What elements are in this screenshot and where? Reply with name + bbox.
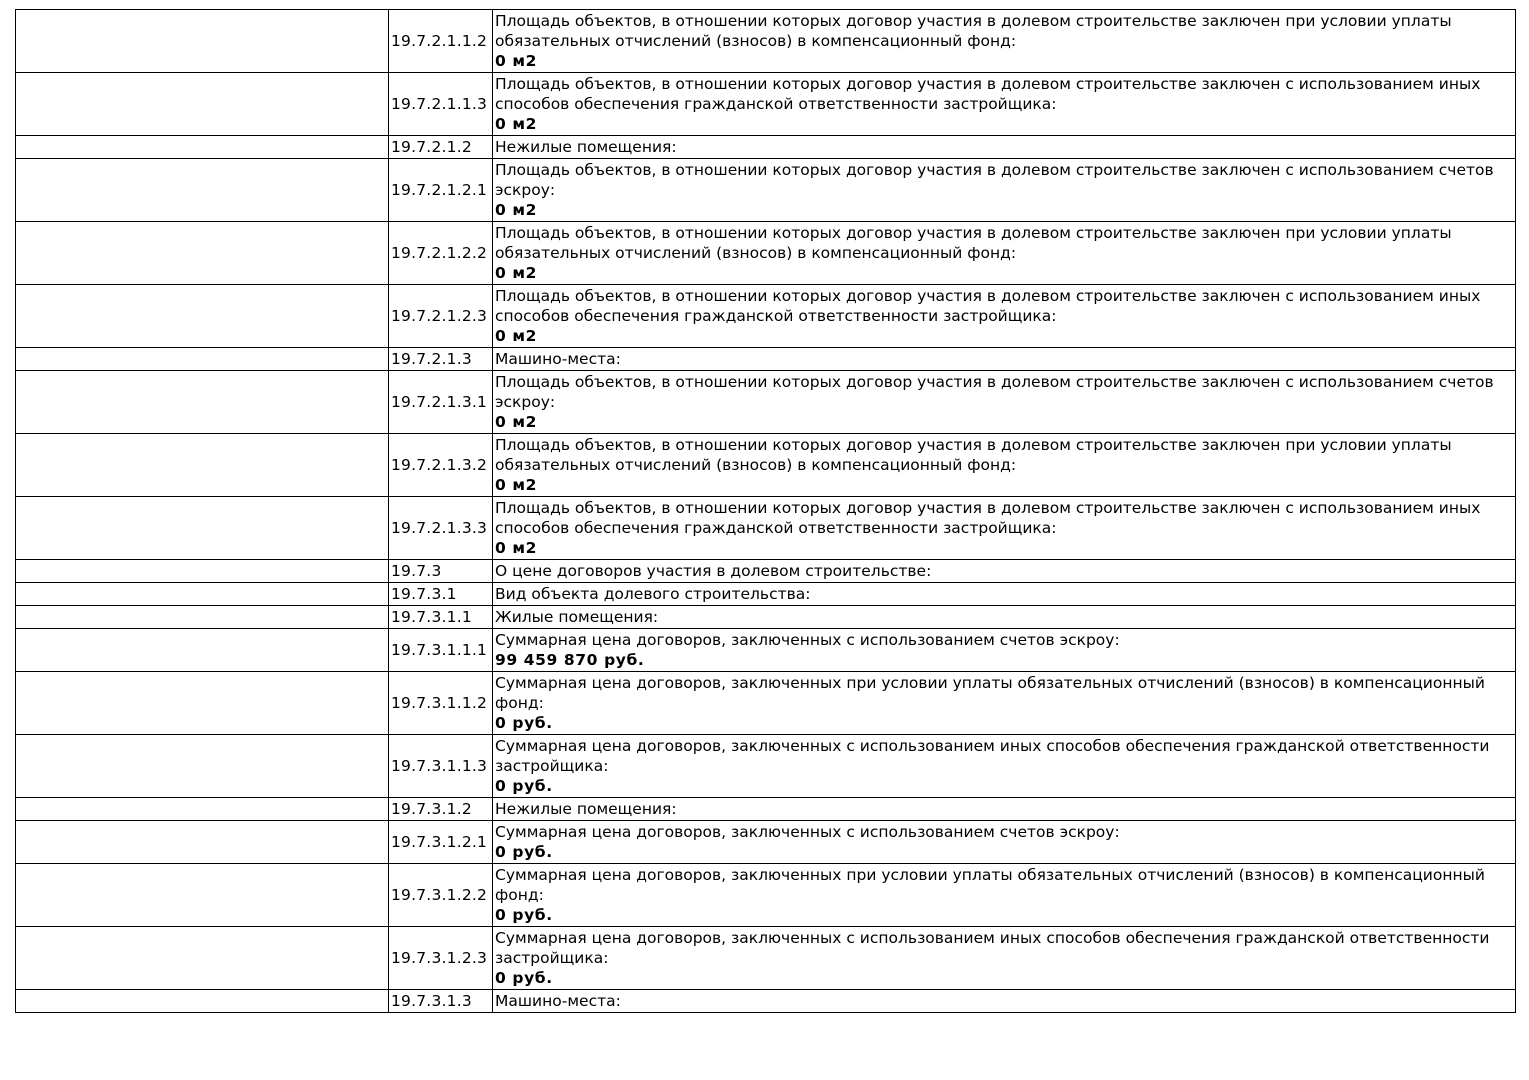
empty-cell xyxy=(16,864,389,927)
table-row xyxy=(16,222,1516,285)
item-content xyxy=(493,434,1516,497)
item-content xyxy=(493,798,1516,821)
item-label: Нежилые помещения: xyxy=(495,800,677,818)
table-row xyxy=(16,629,1516,672)
item-number: 19.7.3.1.1.2 xyxy=(389,672,493,735)
item-value: 0 м2 xyxy=(495,201,538,219)
item-label: Нежилые помещения: xyxy=(495,138,677,156)
empty-cell xyxy=(16,497,389,560)
item-content xyxy=(493,821,1516,864)
item-label: Площадь объектов, в отношении которых договор участия в долевом строительстве заключен с использованием счетов эскроу: xyxy=(495,161,1494,199)
item-content xyxy=(493,583,1516,606)
empty-cell xyxy=(16,348,389,371)
item-label: Вид объекта долевого строительства: xyxy=(495,585,811,603)
item-label: Площадь объектов, в отношении которых договор участия в долевом строительстве заключен с использованием иных способов обеспечения гражданской ответственности застройщика: xyxy=(495,287,1481,325)
item-number: 19.7.3.1.2.1 xyxy=(389,821,493,864)
document-table xyxy=(15,9,1516,1013)
item-value: 0 руб. xyxy=(495,969,553,987)
empty-cell xyxy=(16,136,389,159)
item-value: 0 руб. xyxy=(495,714,553,732)
table-row xyxy=(16,434,1516,497)
item-label: Площадь объектов, в отношении которых договор участия в долевом строительстве заключен при условии уплаты обязательных отчислений (взносов) в компенсационный фонд: xyxy=(495,12,1452,50)
item-number: 19.7.3 xyxy=(389,560,493,583)
empty-cell xyxy=(16,159,389,222)
table-row xyxy=(16,735,1516,798)
item-label: Суммарная цена договоров, заключенных при условии уплаты обязательных отчислений (взносов) в компенсационный фонд: xyxy=(495,674,1485,712)
empty-cell xyxy=(16,798,389,821)
table-row xyxy=(16,159,1516,222)
item-content xyxy=(493,222,1516,285)
table-row xyxy=(16,10,1516,73)
item-label: Суммарная цена договоров, заключенных с использованием счетов эскроу: xyxy=(495,631,1120,649)
item-value: 0 м2 xyxy=(495,115,538,133)
item-label: Площадь объектов, в отношении которых договор участия в долевом строительстве заключен с использованием счетов эскроу: xyxy=(495,373,1494,411)
item-content xyxy=(493,73,1516,136)
item-number: 19.7.2.1.2.1 xyxy=(389,159,493,222)
empty-cell xyxy=(16,560,389,583)
table-row xyxy=(16,798,1516,821)
empty-cell xyxy=(16,371,389,434)
item-number: 19.7.3.1.1.3 xyxy=(389,735,493,798)
empty-cell xyxy=(16,990,389,1013)
empty-cell xyxy=(16,434,389,497)
table-row xyxy=(16,371,1516,434)
item-number: 19.7.2.1.2.2 xyxy=(389,222,493,285)
table-row xyxy=(16,927,1516,990)
item-value: 0 м2 xyxy=(495,413,538,431)
item-label: Суммарная цена договоров, заключенных с использованием счетов эскроу: xyxy=(495,823,1120,841)
item-content xyxy=(493,348,1516,371)
empty-cell xyxy=(16,606,389,629)
item-content xyxy=(493,606,1516,629)
item-label: Суммарная цена договоров, заключенных при условии уплаты обязательных отчислений (взносов) в компенсационный фонд: xyxy=(495,866,1485,904)
empty-cell xyxy=(16,583,389,606)
item-number: 19.7.2.1.1.3 xyxy=(389,73,493,136)
item-value: 0 руб. xyxy=(495,777,553,795)
item-content xyxy=(493,285,1516,348)
item-label: Площадь объектов, в отношении которых договор участия в долевом строительстве заключен при условии уплаты обязательных отчислений (взносов) в компенсационный фонд: xyxy=(495,224,1452,262)
empty-cell xyxy=(16,672,389,735)
item-value: 0 м2 xyxy=(495,327,538,345)
table-row xyxy=(16,606,1516,629)
item-number: 19.7.2.1.2.3 xyxy=(389,285,493,348)
item-label: Площадь объектов, в отношении которых договор участия в долевом строительстве заключен с использованием иных способов обеспечения гражданской ответственности застройщика: xyxy=(495,75,1481,113)
item-value: 0 м2 xyxy=(495,264,538,282)
item-label: Суммарная цена договоров, заключенных с использованием иных способов обеспечения гражданской ответственности застройщика: xyxy=(495,737,1490,775)
empty-cell xyxy=(16,821,389,864)
table-row xyxy=(16,864,1516,927)
item-number: 19.7.3.1.3 xyxy=(389,990,493,1013)
empty-cell xyxy=(16,285,389,348)
table-row xyxy=(16,821,1516,864)
item-label: Суммарная цена договоров, заключенных с использованием иных способов обеспечения гражданской ответственности застройщика: xyxy=(495,929,1490,967)
item-label: Площадь объектов, в отношении которых договор участия в долевом строительстве заключен с использованием иных способов обеспечения гражданской ответственности застройщика: xyxy=(495,499,1481,537)
item-label: Машино-места: xyxy=(495,992,621,1010)
item-number: 19.7.2.1.3.2 xyxy=(389,434,493,497)
item-number: 19.7.3.1.2 xyxy=(389,798,493,821)
item-number: 19.7.3.1.1.1 xyxy=(389,629,493,672)
item-content xyxy=(493,990,1516,1013)
item-content xyxy=(493,735,1516,798)
table-row xyxy=(16,583,1516,606)
table-row xyxy=(16,348,1516,371)
item-content xyxy=(493,10,1516,73)
item-content xyxy=(493,864,1516,927)
item-number: 19.7.2.1.1.2 xyxy=(389,10,493,73)
table-row xyxy=(16,990,1516,1013)
item-value: 0 м2 xyxy=(495,52,538,70)
item-content xyxy=(493,136,1516,159)
item-number: 19.7.3.1 xyxy=(389,583,493,606)
empty-cell xyxy=(16,10,389,73)
table-row xyxy=(16,285,1516,348)
empty-cell xyxy=(16,735,389,798)
item-content xyxy=(493,371,1516,434)
table-row xyxy=(16,73,1516,136)
item-number: 19.7.2.1.2 xyxy=(389,136,493,159)
table-row xyxy=(16,672,1516,735)
item-content xyxy=(493,672,1516,735)
item-number: 19.7.3.1.1 xyxy=(389,606,493,629)
item-value: 0 руб. xyxy=(495,843,553,861)
item-label: Площадь объектов, в отношении которых договор участия в долевом строительстве заключен при условии уплаты обязательных отчислений (взносов) в компенсационный фонд: xyxy=(495,436,1452,474)
item-value: 0 руб. xyxy=(495,906,553,924)
empty-cell xyxy=(16,629,389,672)
item-number: 19.7.3.1.2.3 xyxy=(389,927,493,990)
item-content xyxy=(493,629,1516,672)
item-number: 19.7.2.1.3.3 xyxy=(389,497,493,560)
item-content xyxy=(493,560,1516,583)
item-content xyxy=(493,927,1516,990)
empty-cell xyxy=(16,73,389,136)
empty-cell xyxy=(16,222,389,285)
item-content xyxy=(493,159,1516,222)
item-number: 19.7.2.1.3.1 xyxy=(389,371,493,434)
table-row xyxy=(16,560,1516,583)
table-row xyxy=(16,497,1516,560)
table-row xyxy=(16,136,1516,159)
item-label: О цене договоров участия в долевом строительстве: xyxy=(495,562,932,580)
item-number: 19.7.2.1.3 xyxy=(389,348,493,371)
item-value: 0 м2 xyxy=(495,539,538,557)
empty-cell xyxy=(16,927,389,990)
item-value: 0 м2 xyxy=(495,476,538,494)
item-label: Машино-места: xyxy=(495,350,621,368)
item-value: 99 459 870 руб. xyxy=(495,651,645,669)
item-content xyxy=(493,497,1516,560)
item-label: Жилые помещения: xyxy=(495,608,659,626)
item-number: 19.7.3.1.2.2 xyxy=(389,864,493,927)
